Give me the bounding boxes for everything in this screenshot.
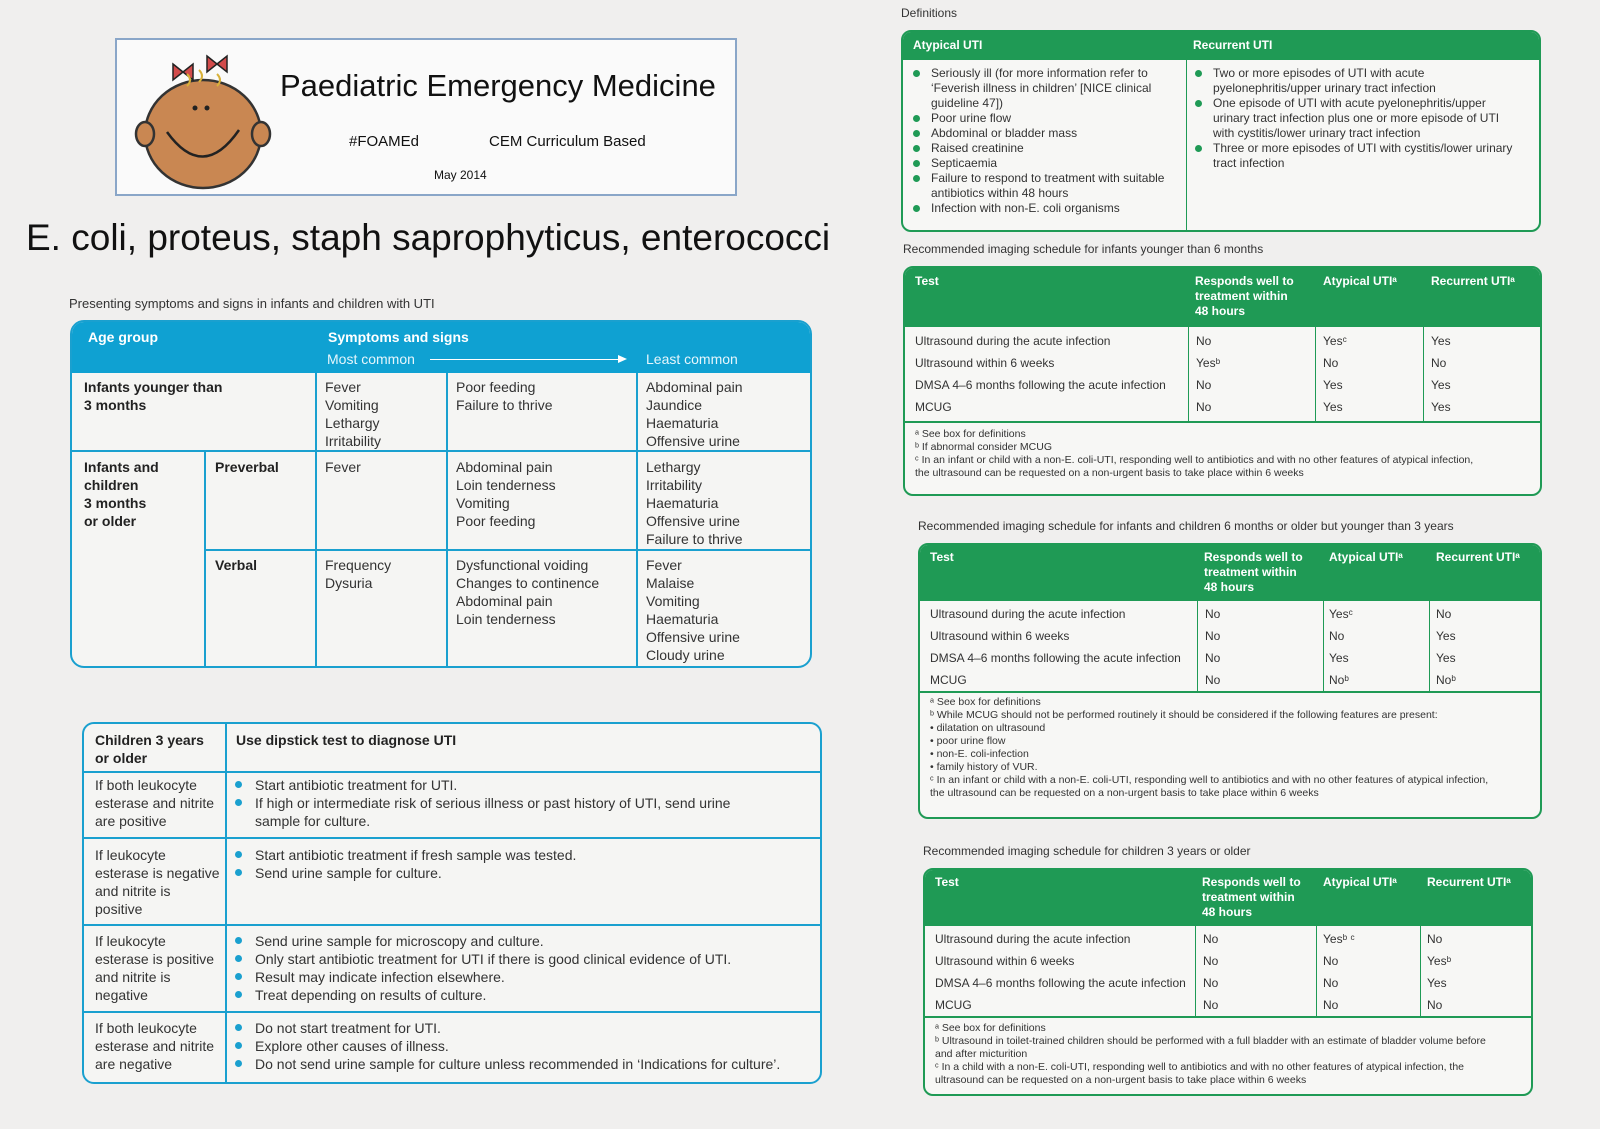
- footnote: ultrasound can be requested on a non-urgent basis to take place within 6 weeks: [935, 1074, 1307, 1086]
- col-divider: [1195, 926, 1196, 1016]
- responds-value: Yesᵇ: [1196, 356, 1221, 370]
- test-name: Ultrasound during the acute infection: [915, 334, 1111, 348]
- footnote: • family history of VUR.: [930, 761, 1038, 773]
- verbal-mid-common: Dysfunctional voiding Changes to continence Abdominal pain Loin tenderness: [456, 557, 600, 627]
- preverbal-least-common: Lethargy Irritability Haematuria Offensive urine Failure to thrive: [646, 459, 743, 547]
- responds-value: No: [1205, 673, 1221, 687]
- recurrent-value: Noᵇ: [1436, 673, 1456, 687]
- test-column-header: Test: [935, 875, 959, 889]
- organisms-heading: E. coli, proteus, staph saprophyticus, enterococci: [26, 217, 831, 258]
- footnote-divider: [920, 691, 1542, 693]
- footnote-divider: [925, 1016, 1533, 1018]
- atypical-item-continued: antibiotics within 48 hours: [931, 186, 1069, 200]
- recurrent-item-continued: pyelonephritis/upper urinary tract infection: [1213, 81, 1436, 95]
- test-name: Ultrasound during the acute infection: [930, 607, 1126, 621]
- children-label: Infants and children 3 months or older: [84, 459, 159, 529]
- recurrent-value: No: [1427, 998, 1443, 1012]
- least-common-label: Least common: [646, 351, 738, 367]
- col-divider: [1316, 926, 1317, 1016]
- col-divider: [225, 724, 227, 1084]
- test-name: Ultrasound within 6 weeks: [930, 629, 1070, 643]
- responds-value: No: [1203, 976, 1219, 990]
- header-card: [115, 38, 737, 196]
- dipstick-table: [82, 722, 822, 1084]
- footnote: • dilatation on ultrasound: [930, 722, 1046, 734]
- atypical-item: Raised creatinine: [913, 141, 1024, 156]
- recurrent-column-header: Recurrent UTIᵃ: [1436, 550, 1520, 564]
- footnote: the ultrasound can be requested on a non-urgent basis to take place within 6 weeks: [915, 467, 1304, 479]
- recurrent-value: Yes: [1431, 378, 1451, 392]
- dipstick-bullet: Send urine sample for microscopy and culture.: [235, 932, 544, 950]
- preverbal-mid-common: Abdominal pain Loin tenderness Vomiting Poor feeding: [456, 459, 556, 529]
- footnote: • poor urine flow: [930, 735, 1006, 747]
- verbal-label: Verbal: [215, 557, 258, 573]
- col-divider: [1429, 601, 1430, 691]
- definitions-caption: Definitions: [901, 6, 958, 20]
- atypical-value: No: [1329, 629, 1345, 643]
- dipstick-bullet: Send urine sample for culture.: [235, 864, 442, 882]
- recurrent-value: Yes: [1431, 334, 1451, 348]
- row-divider: [84, 924, 822, 926]
- responds-column-header: Responds well to treatment within 48 hours: [1195, 274, 1294, 318]
- test-name: DMSA 4–6 months following the acute infection: [915, 378, 1166, 392]
- date-label: May 2014: [434, 168, 487, 182]
- atypical-value: No: [1323, 998, 1339, 1012]
- row-divider: [84, 837, 822, 839]
- responds-value: No: [1203, 998, 1219, 1012]
- atypical-uti-header: Atypical UTI: [913, 38, 983, 52]
- dipstick-bullet: If high or intermediate risk of serious illness or past history of UTI, send urine: [235, 794, 730, 812]
- recurrent-item: Two or more episodes of UTI with acute: [1195, 66, 1424, 81]
- col-divider: [204, 450, 206, 668]
- preverbal-most-common: Fever: [325, 459, 361, 475]
- atypical-value: Yesᶜ: [1323, 334, 1347, 348]
- dipstick-row-label: If leukocyte esterase is positive and nitrite is negative: [95, 933, 215, 1003]
- dipstick-age-header: Children 3 years or older: [95, 732, 204, 766]
- row-divider: [84, 771, 822, 773]
- preverbal-label: Preverbal: [215, 459, 279, 475]
- dipstick-bullet: Result may indicate infection elsewhere.: [235, 968, 505, 986]
- atypical-item: Poor urine flow: [913, 111, 1011, 126]
- imaging-6m-3y-table: [918, 543, 1542, 819]
- atypical-value: Yes: [1323, 400, 1343, 414]
- test-name: DMSA 4–6 months following the acute infection: [930, 651, 1181, 665]
- recurrent-uti-header: Recurrent UTI: [1193, 38, 1273, 52]
- recurrent-value: No: [1427, 932, 1443, 946]
- footnote: ᵇ While MCUG should not be performed routinely it should be considered if the following features are present:: [930, 709, 1438, 721]
- footnote: the ultrasound can be requested on a non-urgent basis to take place within 6 weeks: [930, 787, 1319, 799]
- arrow-right-icon: [618, 355, 627, 363]
- verbal-most-common: Frequency Dysuria: [325, 557, 392, 591]
- atypical-value: Yes: [1329, 651, 1349, 665]
- footnote: ᶜ In an infant or child with a non-E. coli-UTI, responding well to antibiotics and with no other features of atypical infection,: [930, 774, 1489, 786]
- recurrent-column-header: Recurrent UTIᵃ: [1431, 274, 1515, 288]
- col-divider: [446, 373, 448, 668]
- col-divider: [1315, 327, 1316, 421]
- row-divider: [72, 450, 812, 452]
- atypical-item-continued: guideline 47]): [931, 96, 1004, 110]
- footnote: ᵇ If abnormal consider MCUG: [915, 441, 1053, 453]
- dipstick-bullet: Explore other causes of illness.: [235, 1037, 449, 1055]
- atypical-item: Failure to respond to treatment with suitable: [913, 171, 1164, 186]
- imaging-under6-table: [903, 266, 1542, 496]
- infants-most-common: Fever Vomiting Lethargy Irritability: [325, 379, 382, 449]
- most-common-label: Most common: [327, 351, 415, 367]
- recurrent-item: Three or more episodes of UTI with cystitis/lower urinary: [1195, 141, 1512, 156]
- test-column-header: Test: [930, 550, 954, 564]
- atypical-value: No: [1323, 954, 1339, 968]
- test-column-header: Test: [915, 274, 939, 288]
- dipstick-bullet: Do not send urine sample for culture unless recommended in ‘Indications for culture’.: [235, 1055, 780, 1073]
- atypical-value: Yesᶜ: [1329, 607, 1353, 621]
- atypical-item: Abdominal or bladder mass: [913, 126, 1077, 141]
- test-name: MCUG: [915, 400, 952, 414]
- curriculum-label: CEM Curriculum Based: [489, 133, 646, 150]
- responds-value: No: [1203, 932, 1219, 946]
- responds-value: No: [1196, 400, 1212, 414]
- atypical-column-header: Atypical UTIᵃ: [1329, 550, 1403, 564]
- test-name: Ultrasound during the acute infection: [935, 932, 1131, 946]
- recurrent-item: One episode of UTI with acute pyelonephritis/upper: [1195, 96, 1486, 111]
- test-name: DMSA 4–6 months following the acute infection: [935, 976, 1186, 990]
- dipstick-bullet: Do not start treatment for UTI.: [235, 1019, 441, 1037]
- dipstick-row-label: If both leukocyte esterase and nitrite are positive: [95, 777, 215, 829]
- definitions-box: [901, 30, 1541, 232]
- recurrent-item-continued: tract infection: [1213, 156, 1285, 170]
- row-divider: [84, 1011, 822, 1013]
- col-divider: [1323, 601, 1324, 691]
- footnote: • non-E. coli-infection: [930, 748, 1029, 760]
- dipstick-bullet-continued: sample for culture.: [255, 813, 371, 829]
- infants-least-common: Abdominal pain Jaundice Haematuria Offensive urine: [646, 379, 743, 449]
- atypical-item: Seriously ill (for more information refer to: [913, 66, 1148, 81]
- col-divider: [1186, 60, 1187, 232]
- footnote: ᵇ Ultrasound in toilet-trained children should be performed with a full bladder with an estimate of bladder volume before: [935, 1035, 1486, 1047]
- dipstick-row-label: If both leukocyte esterase and nitrite are negative: [95, 1020, 215, 1072]
- responds-column-header: Responds well to treatment within 48 hours: [1204, 550, 1303, 594]
- col-divider: [1420, 926, 1421, 1016]
- dipstick-bullet: Treat depending on results of culture.: [235, 986, 486, 1004]
- recurrent-value: Yes: [1427, 976, 1447, 990]
- dipstick-bullet: Start antibiotic treatment for UTI.: [235, 776, 457, 794]
- hashtag-label: #FOAMEd: [349, 133, 420, 150]
- atypical-column-header: Atypical UTIᵃ: [1323, 875, 1397, 889]
- responds-value: No: [1205, 629, 1221, 643]
- dipstick-row-label: If leukocyte esterase is negative and nitrite is positive: [95, 847, 220, 917]
- recurrent-column-header: Recurrent UTIᵃ: [1427, 875, 1511, 889]
- recurrent-value: Yes: [1431, 400, 1451, 414]
- dipstick-title-header: Use dipstick test to diagnose UTI: [236, 732, 457, 748]
- atypical-value: Yesᵇ ᶜ: [1323, 932, 1355, 946]
- atypical-value: Noᵇ: [1329, 673, 1349, 687]
- responds-column-header: Responds well to treatment within 48 hours: [1202, 875, 1301, 919]
- test-name: MCUG: [935, 998, 972, 1012]
- verbal-least-common: Fever Malaise Vomiting Haematuria Offensive urine Cloudy urine: [646, 557, 740, 663]
- test-name: MCUG: [930, 673, 967, 687]
- imaging-6m-3y-caption: Recommended imaging schedule for infants and children 6 months or older but younger than 3 years: [918, 519, 1454, 533]
- test-name: Ultrasound within 6 weeks: [935, 954, 1075, 968]
- col-divider: [636, 373, 638, 668]
- responds-value: No: [1196, 378, 1212, 392]
- atypical-value: No: [1323, 976, 1339, 990]
- col-divider: [1188, 327, 1189, 421]
- row-divider: [204, 549, 812, 551]
- footnote: ᶜ In an infant or child with a non-E. coli-UTI, responding well to antibiotics and with no other features of atypical infection,: [915, 454, 1474, 466]
- recurrent-value: Yes: [1436, 651, 1456, 665]
- col-divider: [1197, 601, 1198, 691]
- responds-value: No: [1196, 334, 1212, 348]
- infants-label: Infants younger than 3 months: [84, 379, 223, 413]
- imaging-over3-caption: Recommended imaging schedule for children 3 years or older: [923, 844, 1251, 858]
- symptoms-header: Symptoms and signs: [328, 329, 469, 345]
- symptoms-table: [70, 320, 812, 668]
- imaging-under6-caption: Recommended imaging schedule for infants younger than 6 months: [903, 242, 1264, 256]
- recurrent-value: No: [1436, 607, 1452, 621]
- dipstick-bullet: Only start antibiotic treatment for UTI if there is good clinical evidence of UTI.: [235, 950, 731, 968]
- common-arrow-line: [430, 359, 620, 360]
- recurrent-value: No: [1431, 356, 1447, 370]
- footnote: and after micturition: [935, 1048, 1028, 1060]
- col-divider: [1423, 327, 1424, 421]
- baby-face-icon: [127, 44, 277, 190]
- age-group-header: Age group: [88, 329, 158, 345]
- recurrent-value: Yes: [1436, 629, 1456, 643]
- recurrent-value: Yesᵇ: [1427, 954, 1452, 968]
- recurrent-item-continued: urinary tract infection plus one or more episode of UTI: [1213, 111, 1500, 125]
- atypical-column-header: Atypical UTIᵃ: [1323, 274, 1397, 288]
- footnote: ᵃ See box for definitions: [930, 696, 1041, 708]
- atypical-item: Infection with non-E. coli organisms: [913, 201, 1120, 216]
- footnote: ᵃ See box for definitions: [915, 428, 1026, 440]
- test-name: Ultrasound within 6 weeks: [915, 356, 1055, 370]
- responds-value: No: [1203, 954, 1219, 968]
- page-title: Paediatric Emergency Medicine: [280, 68, 716, 103]
- symptoms-caption: Presenting symptoms and signs in infants and children with UTI: [69, 296, 435, 311]
- footnote-divider: [905, 421, 1542, 423]
- footnote: ᵃ See box for definitions: [935, 1022, 1046, 1034]
- atypical-item: Septicaemia: [913, 156, 997, 171]
- atypical-value: Yes: [1323, 378, 1343, 392]
- responds-value: No: [1205, 651, 1221, 665]
- col-divider: [315, 373, 317, 668]
- atypical-value: No: [1323, 356, 1339, 370]
- atypical-item-continued: ‘Feverish illness in children’ [NICE clinical: [931, 81, 1152, 95]
- dipstick-bullet: Start antibiotic treatment if fresh sample was tested.: [235, 846, 576, 864]
- footnote: ᶜ In a child with a non-E. coli-UTI, responding well to antibiotics and with no other features of atypical infection, the: [935, 1061, 1464, 1073]
- recurrent-item-continued: with cystitis/lower urinary tract infection: [1213, 126, 1421, 140]
- imaging-over3-table: [923, 868, 1533, 1096]
- responds-value: No: [1205, 607, 1221, 621]
- infants-mid-common: Poor feeding Failure to thrive: [456, 379, 553, 413]
